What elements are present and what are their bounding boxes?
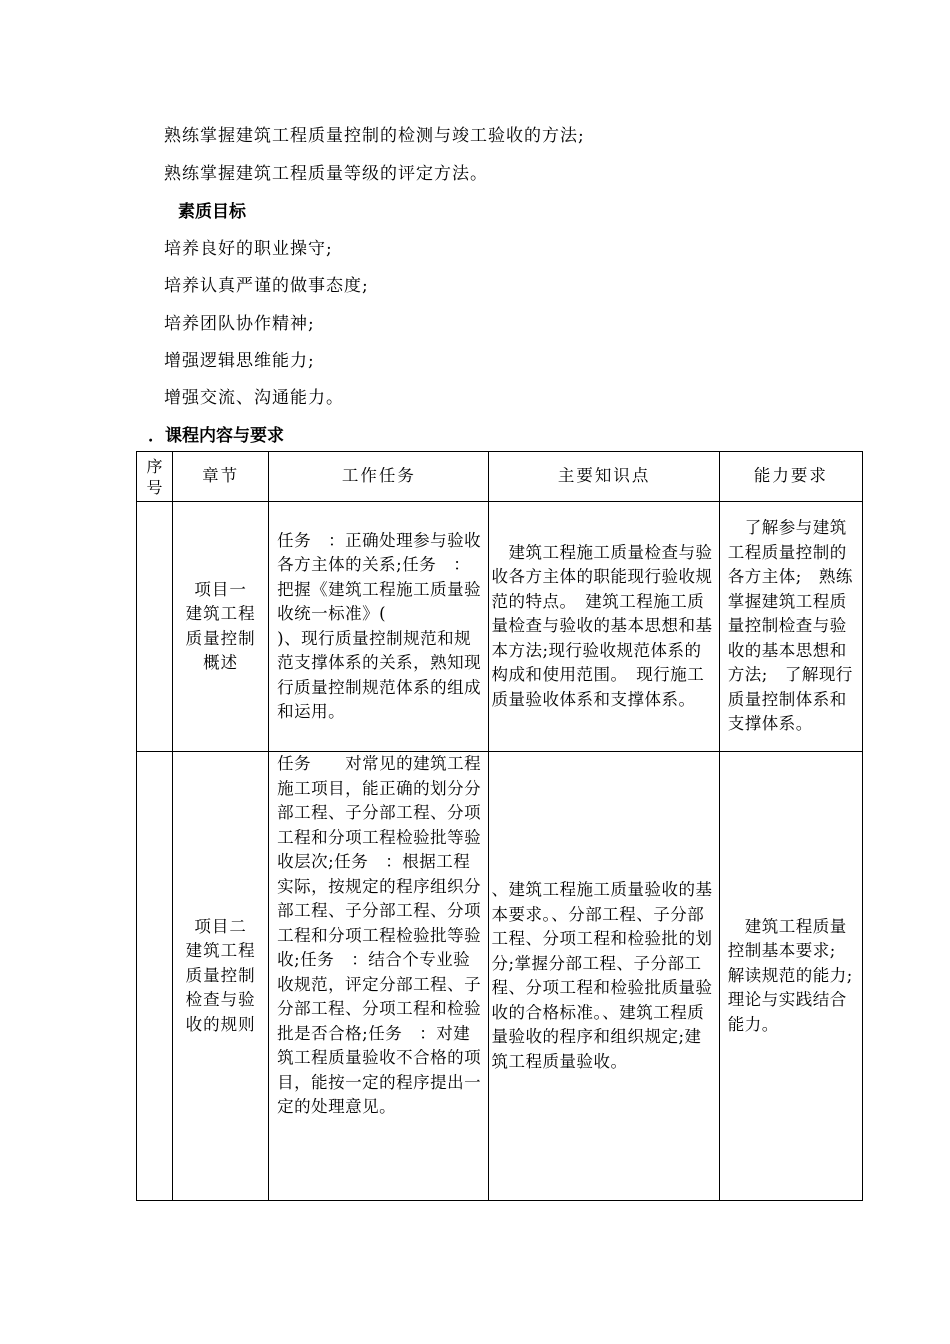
chapter-line: 项目二 — [194, 916, 247, 936]
abilities-text: 建筑工程质量控制基本要求; 解读规范的能力; 理论与实践结合能力。 — [727, 916, 870, 1034]
header-knowledge: 主要知识点 — [489, 452, 719, 502]
tasks-text: 任务 对常见的建筑工程施工项目，能正确的划分分部工程、子分部工程、分项工程和分项工程检验批等验收层次;任务 ：根据工程实际，按规定的程序组织分部工程、子分部工程、分项工程和分项工程检验批等验收;任务 ：结合个专业验收规范，评定分部工程、子分部工程、分项工程和检验批是否合格;任务 ：对建筑工程质量验收不合格的项目，能按一定的程序提出一定的处理意见。 — [277, 754, 482, 1116]
chapter-line: 收的规则 — [185, 1014, 256, 1034]
quality-item: 增强逻辑思维能力; — [164, 351, 315, 371]
abilities-text: 了解参与建筑工程质量控制的各方主体; 熟练掌握建筑工程质量控制检查与验收的基本思想和方法; 了解现行质量控制体系和支撑体系。 — [727, 518, 853, 734]
row-knowledge — [489, 502, 719, 752]
knowledge-text: 建筑工程施工质量检查与验收各方主体的职能现行验收规范的特点。 建筑工程施工质量检查与验收的基本思想和基本方法;现行验收规范体系的构成和使用范围。 现行施工质量验收体系和支撑体系。 — [491, 542, 713, 709]
chapter-line: 项目一 — [194, 579, 247, 599]
row-tasks — [269, 502, 489, 752]
course-content-table — [136, 451, 870, 1201]
chapter-line: 概述 — [203, 653, 239, 672]
header-seq: 序号 — [137, 452, 173, 502]
row-tasks — [269, 752, 489, 1201]
quality-item: 培养团队协作精神; — [164, 314, 315, 334]
row-abilities — [719, 502, 862, 752]
paragraph-grading-methods: 熟练掌握建筑工程质量等级的评定方法。 — [164, 164, 488, 184]
course-content-heading: ．课程内容与要求 — [148, 426, 284, 446]
quality-item: 培养良好的职业操守; — [164, 239, 333, 259]
table-row — [137, 752, 863, 1201]
header-task: 工作任务 — [269, 452, 489, 502]
paragraph-inspection-methods: 熟练掌握建筑工程质量控制的检测与竣工验收的方法; — [164, 126, 585, 146]
row-chapter — [173, 752, 269, 1201]
quality-goals-heading: 素质目标 — [178, 202, 246, 222]
header-ability: 能力要求 — [719, 452, 862, 502]
row-chapter — [173, 502, 269, 752]
row-knowledge — [489, 752, 719, 1201]
row-abilities — [719, 752, 870, 1201]
knowledge-text: 、建筑工程施工质量验收的基本要求。、分部工程、子分部工程、分项工程和检验批的划分;掌握分部工程、子分部工程、分项工程和检验批质量验收的合格标准。、建筑工程质量验收的程序和组织规定;建筑工程质量验收。 — [491, 880, 713, 1071]
chapter-line: 建筑工程 — [185, 604, 256, 623]
chapter-line: 质量控制 — [185, 628, 256, 648]
quality-item: 培养认真严谨的做事态度; — [164, 276, 369, 296]
row-seq — [137, 752, 173, 1201]
row-seq — [137, 502, 173, 752]
chapter-line: 质量控制 — [185, 965, 256, 985]
chapter-line: 检查与验 — [185, 990, 256, 1010]
table-row — [137, 502, 863, 752]
chapter-line: 建筑工程 — [185, 941, 256, 961]
header-chapter: 章节 — [173, 452, 269, 502]
tasks-text: 任务 ：正确处理参与验收各方主体的关系;任务 ：把握《建筑工程施工质量验收统一标准》( )、现行质量控制规范和规范支撑体系的关系，熟知现行质量控制规范体系的组成和运用。 — [277, 530, 482, 721]
quality-item: 增强交流、沟通能力。 — [164, 388, 344, 408]
table-header-row — [137, 452, 863, 502]
